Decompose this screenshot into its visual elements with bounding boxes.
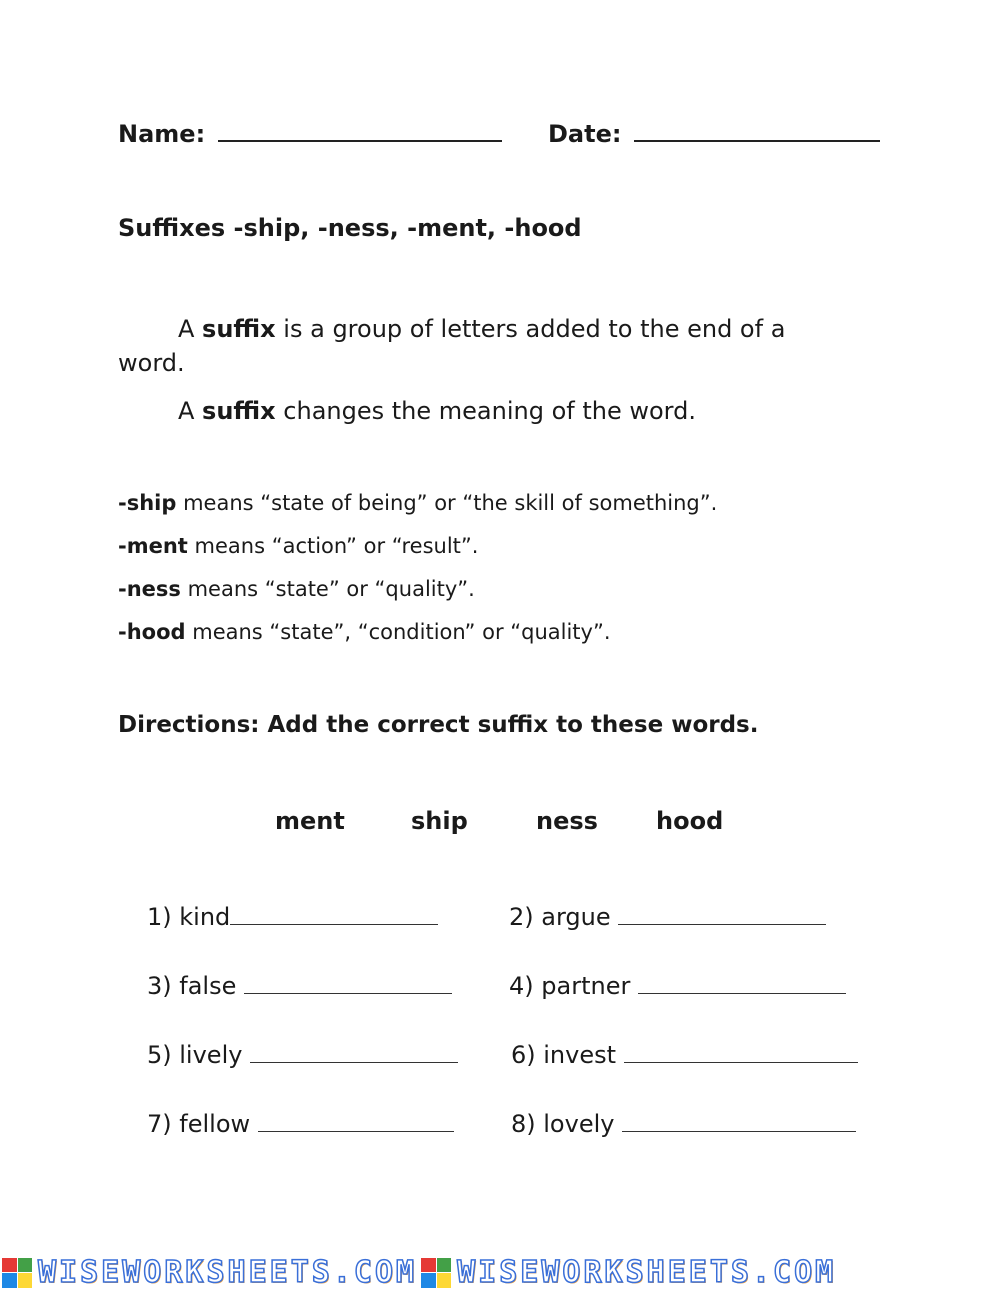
answer-blank[interactable] xyxy=(638,971,846,994)
question-7 xyxy=(147,1109,454,1138)
suffix-meaning: means “state of being” or “the skill of something”. xyxy=(176,491,718,515)
date-blank[interactable] xyxy=(634,118,880,142)
directions: Directions: Add the correct suffix to these words. xyxy=(118,712,759,738)
suffix-name: -ship xyxy=(118,491,177,515)
watermark-text: WISEWORKSHEETS.COM xyxy=(457,1255,837,1290)
wiseworksheets-logo-icon xyxy=(421,1258,451,1288)
intro-text: is a group of letters added to the end of a xyxy=(275,315,786,343)
intro-line-2 xyxy=(178,394,696,428)
answer-blank[interactable] xyxy=(250,1040,458,1063)
intro-line-1 xyxy=(178,312,785,346)
meaning-ship xyxy=(118,491,717,515)
worksheet-title: Suffixes -ship, -ness, -ment, -hood xyxy=(118,214,582,242)
watermark-unit xyxy=(421,1255,836,1290)
question-word: 6) invest xyxy=(511,1041,624,1069)
question-8 xyxy=(511,1109,856,1138)
intro-line-1-continued: word. xyxy=(118,349,185,377)
answer-blank[interactable] xyxy=(624,1040,858,1063)
word-bank-ment: ment xyxy=(275,807,345,835)
question-word: 5) lively xyxy=(147,1041,251,1069)
question-1 xyxy=(147,902,438,931)
date-field xyxy=(548,118,880,148)
question-word: 2) argue xyxy=(509,903,619,931)
answer-blank[interactable] xyxy=(244,971,452,994)
date-label: Date: xyxy=(548,120,622,148)
answer-blank[interactable] xyxy=(622,1109,856,1132)
answer-blank[interactable] xyxy=(258,1109,454,1132)
watermark-unit xyxy=(2,1255,417,1290)
suffix-name: -ness xyxy=(118,577,181,601)
question-6 xyxy=(511,1040,858,1069)
intro-text: A xyxy=(178,397,203,425)
question-5 xyxy=(147,1040,458,1069)
word-bank-ness: ness xyxy=(536,807,598,835)
answer-blank[interactable] xyxy=(230,902,438,925)
answer-blank[interactable] xyxy=(618,902,826,925)
question-word: 1) kind xyxy=(147,903,231,931)
question-3 xyxy=(147,971,452,1000)
suffix-meaning: means “state”, “condition” or “quality”. xyxy=(185,620,611,644)
question-2 xyxy=(509,902,826,931)
name-label: Name: xyxy=(118,120,206,148)
intro-text: changes the meaning of the word. xyxy=(275,397,696,425)
meaning-ment xyxy=(118,534,478,558)
question-4 xyxy=(509,971,846,1000)
word-bank-hood: hood xyxy=(656,807,724,835)
watermark-footer xyxy=(0,1254,1000,1291)
suffix-name: -hood xyxy=(118,620,186,644)
intro-text: A xyxy=(178,315,203,343)
suffix-meaning: means “state” or “quality”. xyxy=(180,577,475,601)
wiseworksheets-logo-icon xyxy=(2,1258,32,1288)
meaning-hood xyxy=(118,620,611,644)
suffix-term: suffix xyxy=(202,397,276,425)
word-bank-ship: ship xyxy=(411,807,468,835)
suffix-meaning: means “action” or “result”. xyxy=(187,534,479,558)
question-word: 4) partner xyxy=(509,972,638,1000)
watermark-text: WISEWORKSHEETS.COM xyxy=(38,1255,418,1290)
suffix-name: -ment xyxy=(118,534,188,558)
question-word: 8) lovely xyxy=(511,1110,623,1138)
question-word: 7) fellow xyxy=(147,1110,258,1138)
name-field xyxy=(118,118,502,148)
meaning-ness xyxy=(118,577,475,601)
suffix-term: suffix xyxy=(202,315,276,343)
name-blank[interactable] xyxy=(218,118,502,142)
question-word: 3) false xyxy=(147,972,244,1000)
